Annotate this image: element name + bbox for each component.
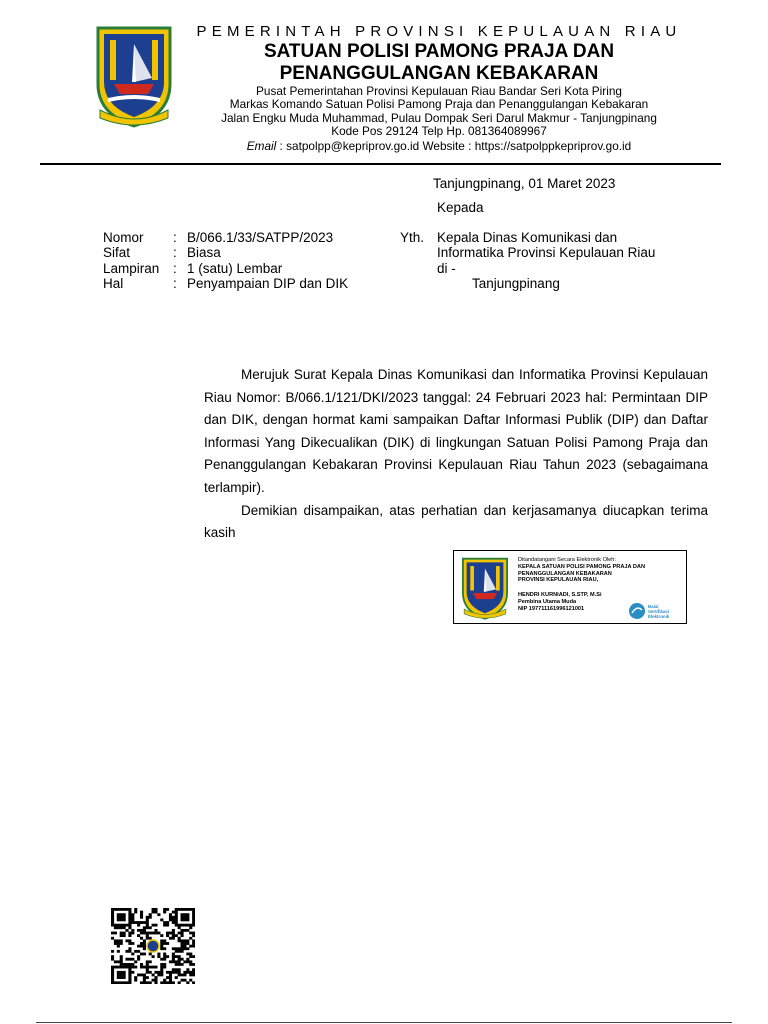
meta-key: Hal [103,275,124,291]
signed-by-label: Ditandatangani Secara Elektronik Oleh: [518,557,616,563]
bsre-line3: Elektronik [648,614,670,619]
address-line1: Pusat Pemerintahan Provinsi Kepulauan Riau Bandar Seri Kota Piring [256,84,622,98]
bsre-icon [628,602,646,620]
meta-key: Nomor [103,230,144,245]
letterhead-divider [40,163,721,165]
footer-divider [36,1022,732,1023]
contact-line [180,139,698,153]
meta-key: Lampiran [103,260,160,276]
contact-details: : satpolpp@kepriprov.go.id Website : https://satpolppkepriprov.go.id [276,138,632,153]
province-logo [92,22,176,128]
government-name: PEMERINTAH PROVINSI KEPULAUAN RIAU [196,23,682,40]
recipient-city: Tanjungpinang [472,275,560,291]
bsre-line2: Sertifikasi [648,609,669,614]
bsre-line1: Balai [648,604,659,609]
signature-logo [459,555,511,620]
signer-rank: Pembina Utama Muda [518,598,577,605]
letter-meta [103,230,348,291]
kepada-label: Kepada [437,200,484,215]
address-line3: Jalan Engku Muda Muhammad, Pulau Dompak Seri Darul Makmur - Tanjungpinang [221,110,657,125]
recipient-line2: Informatika Provinsi Kepulauan Riau [437,245,656,261]
organization-name-line2: PENANGGULANGAN KEBAKARAN [279,63,599,84]
email-label: Email [246,138,277,153]
recipient-line1: Kepala Dinas Komunikasi dan [437,230,618,245]
meta-colon: : [173,230,177,245]
meta-colon: : [173,260,177,276]
meta-value: B/066.1/33/SATPP/2023 [187,230,334,245]
body-paragraph-1: Merujuk Surat Kepala Dinas Komunikasi dan Informatika Provinsi Kepulauan Riau Nomor: B/066.1/121/DKI/2023 tanggal: 24 Februari 2023 hal: Permintaan DIP dan DIK, dengan hormat kami sampaikan Daftar Informasi Publik (DIP) dan Daftar Informasi Yang Dikecualikan (DIK) di lingkungan Satuan Polisi Pamong Praja dan Penanggulangan Kebakaran Provinsi Kepulauan Riau Tahun 2023 (sebagaimana terlampir). [204,367,708,495]
letter-body [204,364,708,545]
letterhead [180,22,698,153]
signer-position-line2: PENANGGULANGAN KEBAKARAN [518,570,612,577]
letter-date: Tanjungpinang, 01 Maret 2023 [433,176,616,191]
meta-row-hal [103,276,348,291]
signer-position-line3: PROVINSI KEPULAUAN RIAU, [518,577,599,584]
organization-name-line1: SATUAN POLISI PAMONG PRAJA DAN [263,41,615,62]
bsre-badge [628,602,682,622]
meta-value: Biasa [187,245,221,261]
meta-row-nomor [103,230,348,245]
address-line2: Markas Komando Satuan Polisi Pamong Praja dan Penanggulangan Kebakaran [229,97,649,112]
recipient-line3: di - [437,260,456,276]
signer-name: HENDRI KURNIADI, S.STP, M.Si [518,592,602,599]
meta-value: Penyampaian DIP dan DIK [187,275,349,291]
electronic-signature-box [453,550,687,624]
recipient-label: Yth. [400,230,425,245]
meta-colon: : [173,275,177,291]
qr-center-logo [147,940,159,952]
meta-colon: : [173,245,177,261]
meta-row-lampiran [103,261,348,276]
meta-key: Sifat [103,245,131,261]
address-line4: Kode Pos 29124 Telp Hp. 081364089967 [331,124,547,139]
signer-nip: NIP 197711161996121001 [518,605,585,612]
meta-row-sifat [103,245,348,260]
signer-position-line1: KEPALA SATUAN POLISI PAMONG PRAJA DAN [518,563,646,570]
body-paragraph-2: Demikian disampaikan, atas perhatian dan kerjasamanya diucapkan terima kasih [204,502,708,541]
meta-value: 1 (satu) Lembar [187,260,283,276]
qr-code [111,908,195,984]
